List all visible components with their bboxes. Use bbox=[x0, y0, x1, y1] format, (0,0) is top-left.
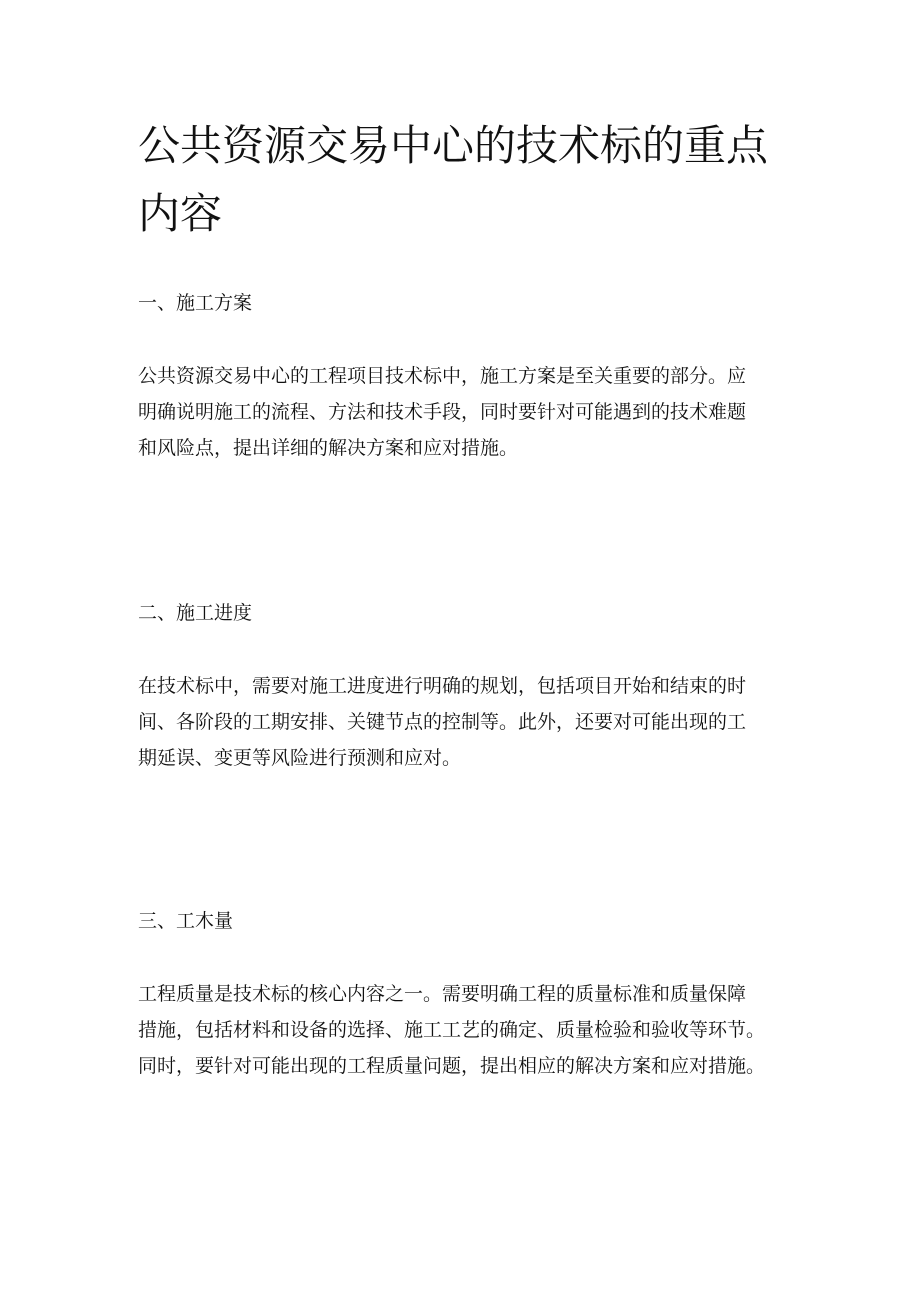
section-heading-construction-schedule: 二、施工进度 bbox=[138, 602, 253, 624]
section-paragraph-engineering-quality bbox=[138, 976, 788, 1084]
paragraph-line: 明确说明施工的流程、方法和技术手段，同时要针对可能遇到的技术难题 bbox=[138, 401, 747, 423]
paragraph-line: 工程质量是技术标的核心内容之一。需要明确工程的质量标准和质量保障 bbox=[138, 983, 747, 1005]
paragraph-line: 在技术标中，需要对施工进度进行明确的规划，包括项目开始和结束的时 bbox=[138, 675, 747, 697]
paragraph-line: 措施，包括材料和设备的选择、施工工艺的确定、质量检验和验收等环节。 bbox=[138, 1019, 766, 1041]
section-heading-construction-plan: 一、施工方案 bbox=[138, 292, 253, 314]
paragraph-line: 间、各阶段的工期安排、关键节点的控制等。此外，还要对可能出现的工 bbox=[138, 711, 747, 733]
section-paragraph-construction-plan bbox=[138, 358, 788, 466]
document-title bbox=[138, 112, 788, 248]
section-paragraph-construction-schedule bbox=[138, 668, 788, 776]
paragraph-line: 期延误、变更等风险进行预测和应对。 bbox=[138, 747, 462, 769]
paragraph-line: 同时，要针对可能出现的工程质量问题，提出相应的解决方案和应对措施。 bbox=[138, 1055, 766, 1077]
title-line: 公共资源交易中心的技术标的重点 bbox=[138, 121, 769, 170]
paragraph-line: 和风险点，提出详细的解决方案和应对措施。 bbox=[138, 437, 519, 459]
section-heading-engineering-quality: 三、工木量 bbox=[138, 910, 234, 932]
paragraph-line: 公共资源交易中心的工程项目技术标中，施工方案是至关重要的部分。应 bbox=[138, 365, 747, 387]
title-line: 内容 bbox=[138, 189, 223, 238]
